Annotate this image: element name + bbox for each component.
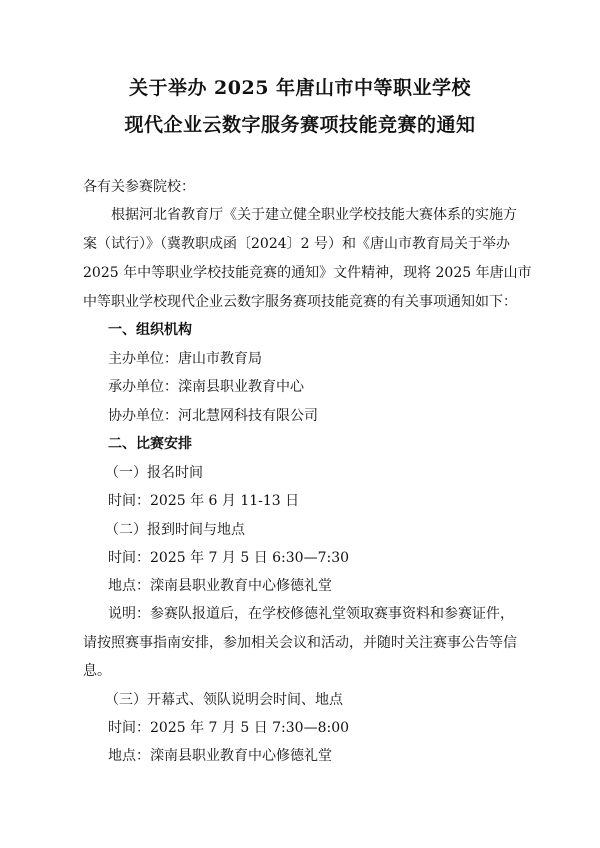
- subsection-2-note-line-2: 请按照赛事指南安排，参加相关会议和活动，并随时关注赛事公告等信: [83, 635, 517, 651]
- intro-line-4: 中等职业学校现代企业云数字服务赛项技能竞赛的有关事项通知如下：: [83, 294, 517, 310]
- subsection-2-time: 时间：2025 年 7 月 5 日 6:30—7:30: [108, 550, 350, 566]
- document-title-line-2: 现代企业云数字服务赛项技能竞赛的通知: [124, 114, 476, 136]
- subsection-1-time: 时间：2025 年 6 月 11-13 日: [108, 493, 300, 509]
- section-2-heading: 二、比赛安排: [108, 436, 192, 452]
- salutation: 各有关参赛院校：: [83, 179, 195, 195]
- subsection-1-heading: （一）报名时间: [105, 465, 203, 481]
- subsection-3-place: 地点：滦南县职业教育中心修德礼堂: [108, 748, 332, 764]
- intro-line-3: 2025 年中等职业学校技能竞赛的通知》文件精神，现将 2025 年唐山市: [83, 265, 532, 281]
- document-title-line-1: 关于举办 2025 年唐山市中等职业学校: [128, 77, 472, 99]
- intro-line-1: 根据河北省教育厅《关于建立健全职业学校技能大赛体系的实施方: [111, 207, 517, 223]
- subsection-3-time: 时间：2025 年 7 月 5 日 7:30—8:00: [108, 720, 350, 736]
- intro-line-2: 案（试行）》（冀教职成函〔2024〕2 号）和《唐山市教育局关于举办: [83, 236, 510, 252]
- subsection-2-place: 地点：滦南县职业教育中心修德礼堂: [108, 578, 332, 594]
- subsection-3-heading: （三）开幕式、领队说明会时间、地点: [105, 692, 343, 708]
- organizer-line: 主办单位：唐山市教育局: [108, 351, 262, 367]
- subsection-2-note-line-1: 说明：参赛队报道后，在学校修德礼堂领取赛事资料和参赛证件，: [108, 606, 514, 622]
- co-organizer-line: 协办单位：河北慧网科技有限公司: [108, 408, 318, 424]
- subsection-2-note-line-3: 息。: [83, 663, 111, 679]
- subsection-2-heading: （二）报到时间与地点: [105, 522, 245, 538]
- host-line: 承办单位：滦南县职业教育中心: [108, 379, 304, 395]
- section-1-heading: 一、组织机构: [108, 322, 192, 338]
